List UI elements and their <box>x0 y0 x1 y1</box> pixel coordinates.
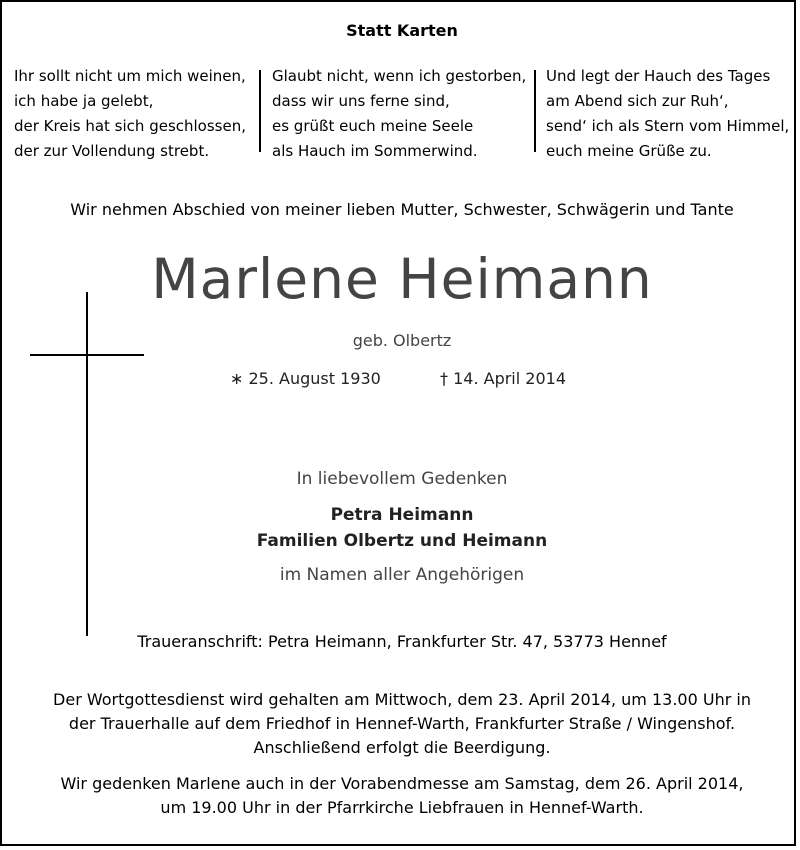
poem-line: der zur Vollendung strebt. <box>14 142 210 160</box>
poem-divider <box>534 70 536 152</box>
mass-line: Wir gedenken Marlene auch in der Vorabendmesse am Samstag, dem 26. April 2014, <box>60 774 744 793</box>
deceased-name: Marlene Heimann <box>151 247 653 311</box>
mourning-address: Traueranschrift: Petra Heimann, Frankfurter Str. 47, 53773 Hennef <box>137 632 667 651</box>
service-line: Anschließend erfolgt die Beerdigung. <box>253 738 551 757</box>
birth-date: ∗ 25. August 1930 <box>230 369 381 388</box>
poem-line: Glaubt nicht, wenn ich gestorben, <box>272 67 527 85</box>
poem-column-2 <box>272 64 526 164</box>
mass-line: um 19.00 Uhr in der Pfarrkirche Liebfrauen in Hennef-Warth. <box>160 798 644 817</box>
service-line: Der Wortgottesdienst wird gehalten am Mittwoch, dem 23. April 2014, um 13.00 Uhr in <box>53 690 751 709</box>
maiden-name: geb. Olbertz <box>352 331 452 350</box>
death-date: † 14. April 2014 <box>440 369 566 388</box>
poem-line: Und legt der Hauch des Tages <box>546 67 771 85</box>
poem-line: Ihr sollt nicht um mich weinen, <box>14 67 246 85</box>
mass-info <box>2 772 800 820</box>
poem-line: als Hauch im Sommerwind. <box>272 142 478 160</box>
poem-line: ich habe ja gelebt, <box>14 92 154 110</box>
on-behalf-line: im Namen aller Angehörigen <box>279 565 525 585</box>
poem-line: send‘ ich als Stern vom Himmel, <box>546 117 790 135</box>
poem-line: euch meine Grüße zu. <box>546 142 712 160</box>
mourner-families: Familien Olbertz und Heimann <box>256 531 548 551</box>
poem-line: es grüßt euch meine Seele <box>272 117 474 135</box>
service-line: der Trauerhalle auf dem Friedhof in Hennef-Warth, Frankfurter Straße / Wingenshof. <box>68 714 736 733</box>
poem-column-3 <box>546 64 789 164</box>
memory-line: In liebevollem Gedenken <box>296 469 508 489</box>
poem-line: am Abend sich zur Ruh‘, <box>546 92 729 110</box>
service-info <box>2 688 800 760</box>
cross-icon-bar <box>30 354 144 356</box>
poem-column-1 <box>14 64 246 164</box>
mourner-name: Petra Heimann <box>330 505 474 525</box>
poem-divider <box>259 70 261 152</box>
poem-line: der Kreis hat sich geschlossen, <box>14 117 246 135</box>
poem-line: dass wir uns ferne sind, <box>272 92 450 110</box>
header-title: Statt Karten <box>346 21 458 40</box>
intro-text: Wir nehmen Abschied von meiner lieben Mutter, Schwester, Schwägerin und Tante <box>70 200 734 219</box>
